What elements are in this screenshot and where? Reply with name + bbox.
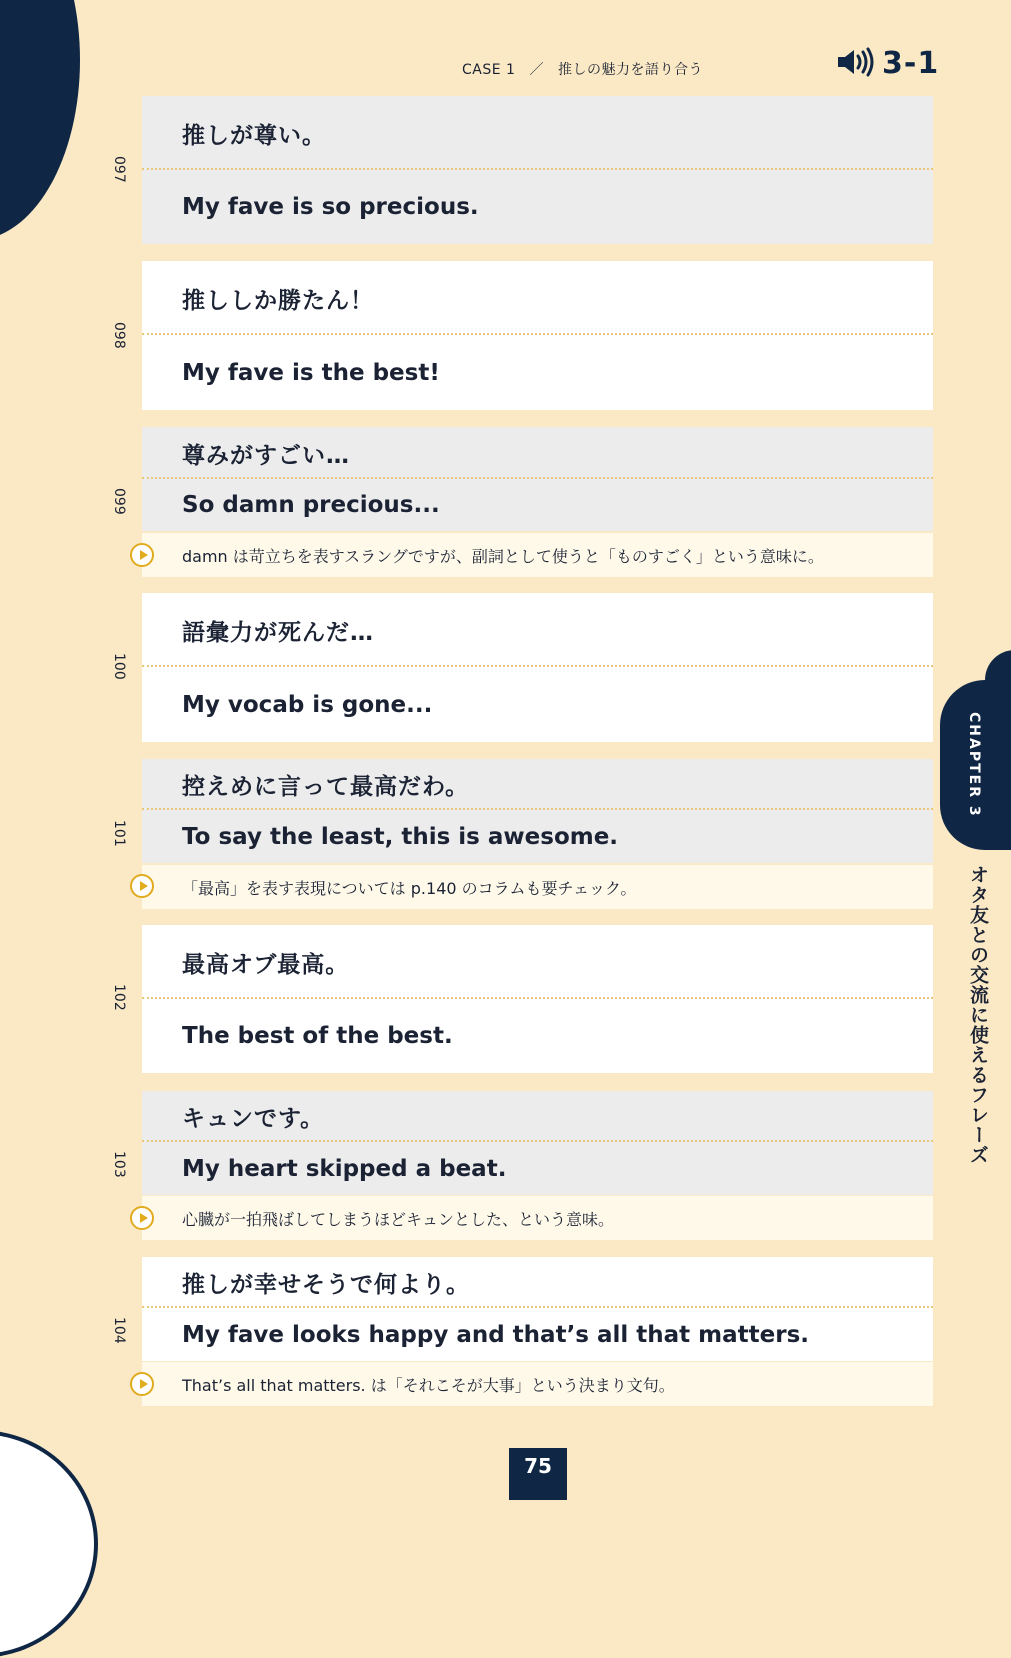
case-title: 推しの魅力を語り合う [557, 62, 703, 78]
phrase-english: My heart skipped a beat. [182, 1155, 507, 1182]
phrase-number: 099 [111, 488, 127, 515]
phrase-entry [142, 593, 933, 742]
phrase-entry [142, 261, 933, 410]
phrase-entry [142, 96, 933, 244]
phrase-english: My fave looks happy and that’s all that matters. [182, 1321, 810, 1348]
phrase-entry [142, 1257, 933, 1361]
phrase-entry [142, 1091, 933, 1195]
phrase-japanese: 推ししか勝たん！ [142, 261, 933, 335]
corner-decoration [0, 0, 80, 240]
case-separator: ／ [529, 62, 544, 78]
case-label: CASE 1 [462, 62, 516, 78]
case-header [462, 59, 703, 79]
phrase-entry [142, 427, 933, 531]
phrase-note: 心臓が一拍飛ばしてしまうほどキュンとした、という意味。 [142, 1196, 933, 1240]
corner-decoration-bottom [0, 1430, 98, 1658]
phrase-number: 097 [111, 156, 127, 183]
phrase-english: My vocab is gone... [182, 691, 433, 718]
phrase-japanese: 尊みがすごい… [142, 427, 933, 479]
phrase-note: That’s all that matters. は「それこそが大事」という決まり文句。 [142, 1362, 933, 1406]
phrase-english: My fave is the best! [182, 359, 440, 386]
play-icon[interactable] [130, 1372, 154, 1396]
speaker-icon [836, 47, 876, 81]
page-number: 75 [509, 1448, 567, 1500]
phrase-japanese: 推しが尊い。 [142, 96, 933, 170]
phrase-number: 102 [111, 984, 127, 1011]
phrase-english: The best of the best. [182, 1023, 453, 1049]
track-number: 3-1 [882, 46, 940, 81]
phrase-entry [142, 925, 933, 1073]
phrase-entry [142, 759, 933, 863]
phrase-japanese: 語彙力が死んだ… [142, 593, 933, 667]
phrase-number: 100 [111, 653, 127, 680]
phrase-note: 「最高」を表す表現については p.140 のコラムも要チェック。 [142, 865, 933, 909]
phrase-english: My fave is so precious. [182, 194, 479, 220]
phrase-english: So damn precious... [182, 492, 440, 518]
play-icon[interactable] [130, 543, 154, 567]
phrase-number: 098 [111, 322, 127, 349]
phrase-number: 101 [111, 820, 127, 847]
phrase-japanese: 最高オブ最高。 [142, 925, 933, 999]
audio-track[interactable] [836, 46, 939, 81]
chapter-title: オタ友との交流に使えるフレーズ [967, 865, 989, 1165]
phrase-number: 103 [111, 1151, 127, 1178]
phrase-note: damn は苛立ちを表すスラングですが、副詞として使うと「ものすごく」という意味に。 [142, 533, 933, 577]
phrase-english: To say the least, this is awesome. [182, 823, 619, 850]
chapter-label: CHAPTER 3 [966, 712, 982, 818]
play-icon[interactable] [130, 1206, 154, 1230]
phrase-japanese: 推しが幸せそうで何より。 [142, 1257, 933, 1308]
phrase-number: 104 [111, 1317, 127, 1344]
phrase-japanese: キュンです。 [142, 1091, 933, 1142]
play-icon[interactable] [130, 874, 154, 898]
phrase-japanese: 控えめに言って最高だわ。 [142, 759, 933, 810]
